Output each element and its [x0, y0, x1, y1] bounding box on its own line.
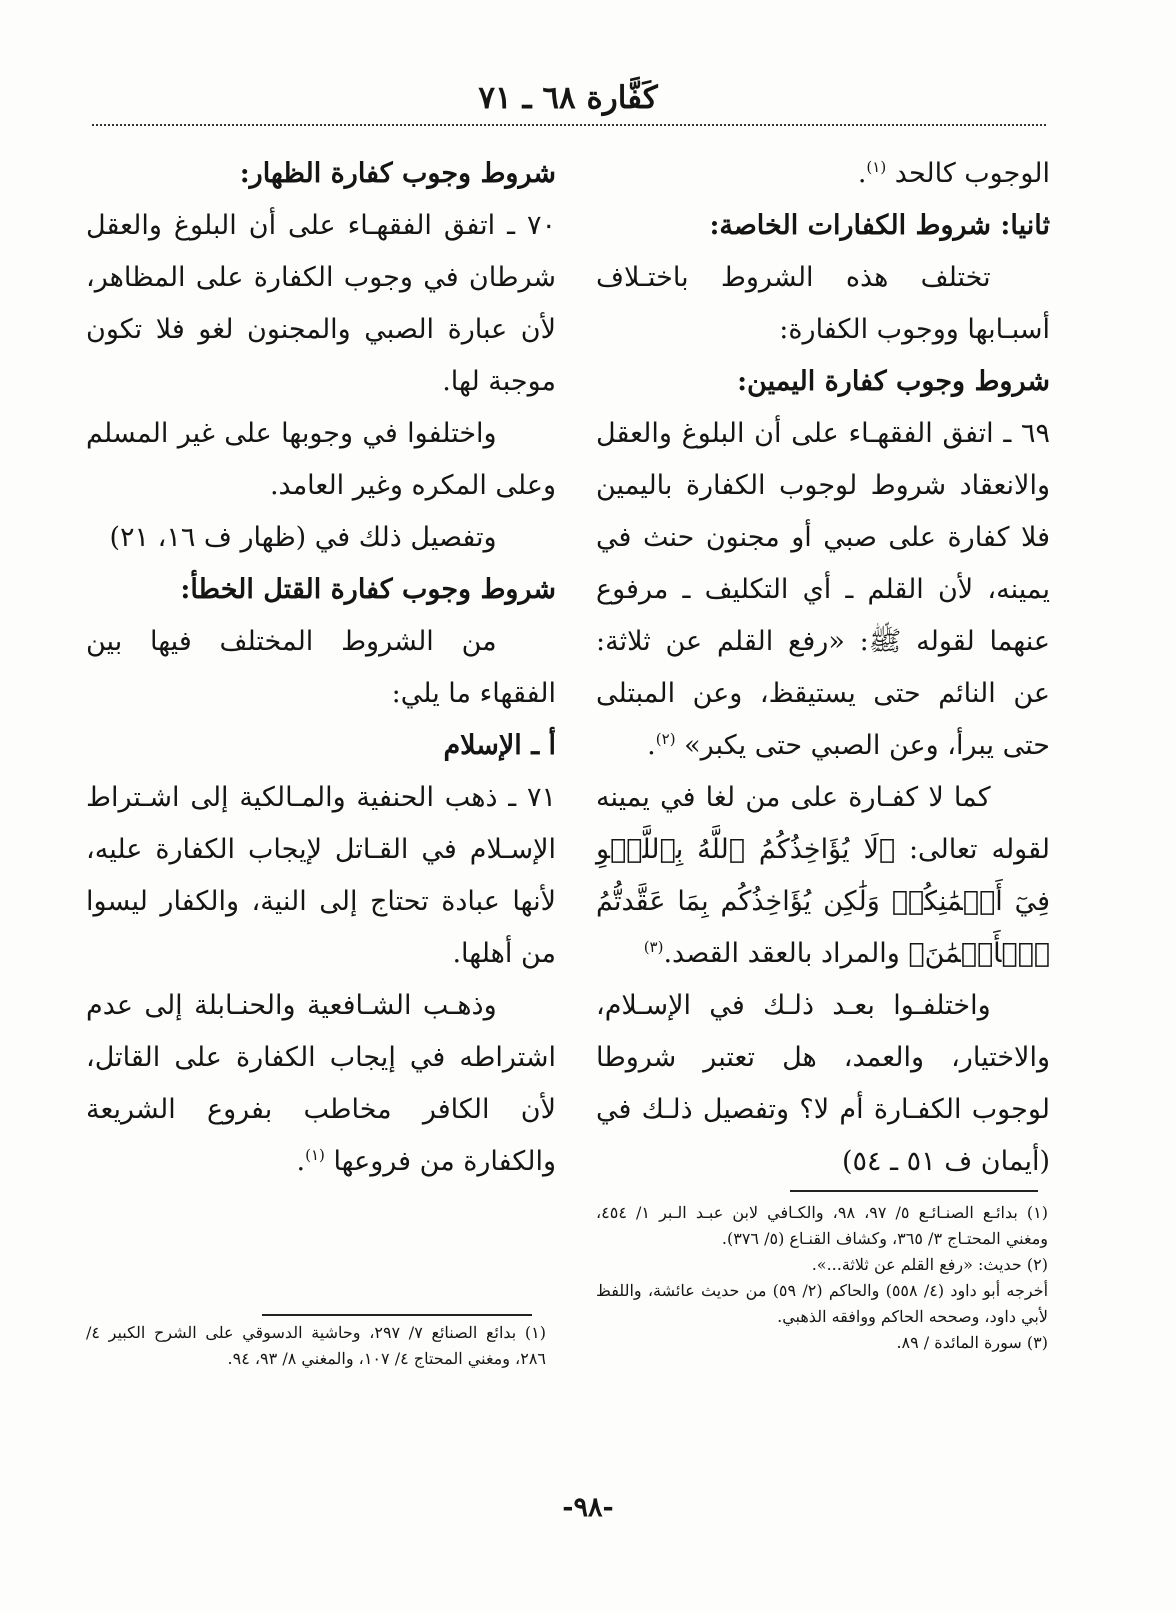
- paragraph-69: ٦٩ ـ اتفق الفقهـاء على أن البلوغ والعقل والانعقاد شروط لوجوب الكفارة باليمين فلا كفارة على صبي أو مجنون حنث في يمينه، لأن القلم ـ أي التكليف ـ مرفوع عنهما لقوله ﷺ: «رفع القلم عن ثلاثة: عن النائم حتى يستيقظ، وعن المبتلى حتى يبرأ، وعن الصبي حتى يكبر» $^{(٢)}$.: [596, 418, 1050, 761]
- footnote: (١) بدائع الصنائع ٧/ ٢٩٧، وحاشية الدسوقي على الشرح الكبير ٤/ ٢٨٦، ومغني المحتاج ٤/ ١٠٧، والمغني ٨/ ٩٣، ٩٤.: [86, 1323, 546, 1368]
- left-column: [86, 148, 556, 1188]
- footnote-ref: (٢): [655, 730, 676, 748]
- footnote: أخرجه أبو داود (٤/ ٥٥٨) والحاكم (٢/ ٥٩) من حديث عائشة، واللفظ لأبي داود، وصححه الحاكم ووافقه الذهبي.: [596, 1281, 1049, 1326]
- page-header: كَفَّارة ٦٨ ـ ٧١: [478, 80, 658, 116]
- paragraph-71: ٧١ ـ ذهب الحنفية والمـالكية إلى اشـتراط الإسـلام في القـاتل لإيجاب الكفارة عليه، لأنها عبادة تحتاج إلى النية، والكفار ليسوا من أهلها.: [86, 782, 556, 969]
- paragraph: من الشروط المختلف فيها بين الفقهاء ما يلي:: [86, 626, 556, 709]
- footnote: (٢) حديث: «رفع القلم عن ثلاثة...».: [811, 1255, 1048, 1274]
- footnotes-left: [86, 1320, 546, 1372]
- footnote-ref: (١): [305, 1146, 325, 1164]
- page-number: -٩٨-: [562, 1492, 614, 1523]
- section-heading: شروط وجوب كفارة اليمين:: [737, 366, 1050, 397]
- paragraph: وتفصيل ذلك في (ظهار ف ١٦، ٢١): [109, 522, 497, 553]
- footnote-ref: (٣): [643, 938, 664, 956]
- section-heading: شروط وجوب كفارة الظهار:: [239, 158, 556, 189]
- header-divider: [92, 124, 1046, 126]
- paragraph: وذهـب الشـافعية والحنـابلة إلى عدم اشتراطه في إيجاب الكفارة على القاتل، لأن الكافر مخاطب بفروع الشريعة والكفارة من فروعها $^{(١)}$.: [86, 990, 556, 1177]
- paragraph: الوجوب كالحد $^{(١)}$.: [857, 158, 1050, 189]
- paragraph: واختلفوا في وجوبها على غير المسلم وعلى المكره وغير العامد.: [86, 418, 556, 501]
- paragraph: واختلفـوا بعـد ذلـك في الإسـلام، والاختيار، والعمد، هل تعتبر شروطا لوجوب الكفـارة أم لا؟ وتفصيل ذلـك في (أيمان ف ٥١ ـ ٥٤): [596, 990, 1050, 1177]
- paragraph: تختلف هذه الشروط باختـلاف أسبـابها ووجوب الكفارة:: [596, 262, 1050, 345]
- footnote: (٣) سورة المائدة / ٨٩.: [896, 1333, 1048, 1352]
- paragraph-quran: كما لا كفـارة على من لغا في يمينه لقوله تعالى: ﴿لَا يُؤَاخِذُكُمُ ٱللَّهُ بِٱللَّغۡوِ فِيٓ أَيۡمَٰنِكُمۡ وَلَٰكِن يُؤَاخِذُكُم بِمَا عَقَّدتُّمُ ٱلۡأَيۡمَٰنَ﴾ والمراد بالعقد القصد.$^{(٣)}$: [596, 782, 1050, 969]
- footnote: (١) بدائـع الصنـائـع ٥/ ٩٧، ٩٨، والكـافي لابن عبـد الـبر ١/ ٤٥٤، ومغني المحتـاج ٣/ ٣٦٥، وكشاف القنـاع (٥/ ٣٧٦).: [596, 1203, 1049, 1248]
- footnotes-right: [596, 1200, 1048, 1356]
- subsection-heading: أ ـ الإسلام: [443, 730, 556, 761]
- section-heading: شروط وجوب كفارة القتل الخطأ:: [180, 574, 556, 605]
- footnote-separator: [790, 1190, 1038, 1192]
- paragraph-70: ٧٠ ـ اتفق الفقهـاء على أن البلوغ والعقل شرطان في وجوب الكفارة على المظاهر، لأن عبارة الصبي والمجنون لغو فلا تكون موجبة لها.: [86, 210, 556, 397]
- footnote-ref: (١): [866, 158, 887, 176]
- footnote-separator: [262, 1314, 532, 1316]
- section-heading: ثانيا: شروط الكفارات الخاصة:: [709, 210, 1050, 241]
- right-column: [596, 148, 1050, 1188]
